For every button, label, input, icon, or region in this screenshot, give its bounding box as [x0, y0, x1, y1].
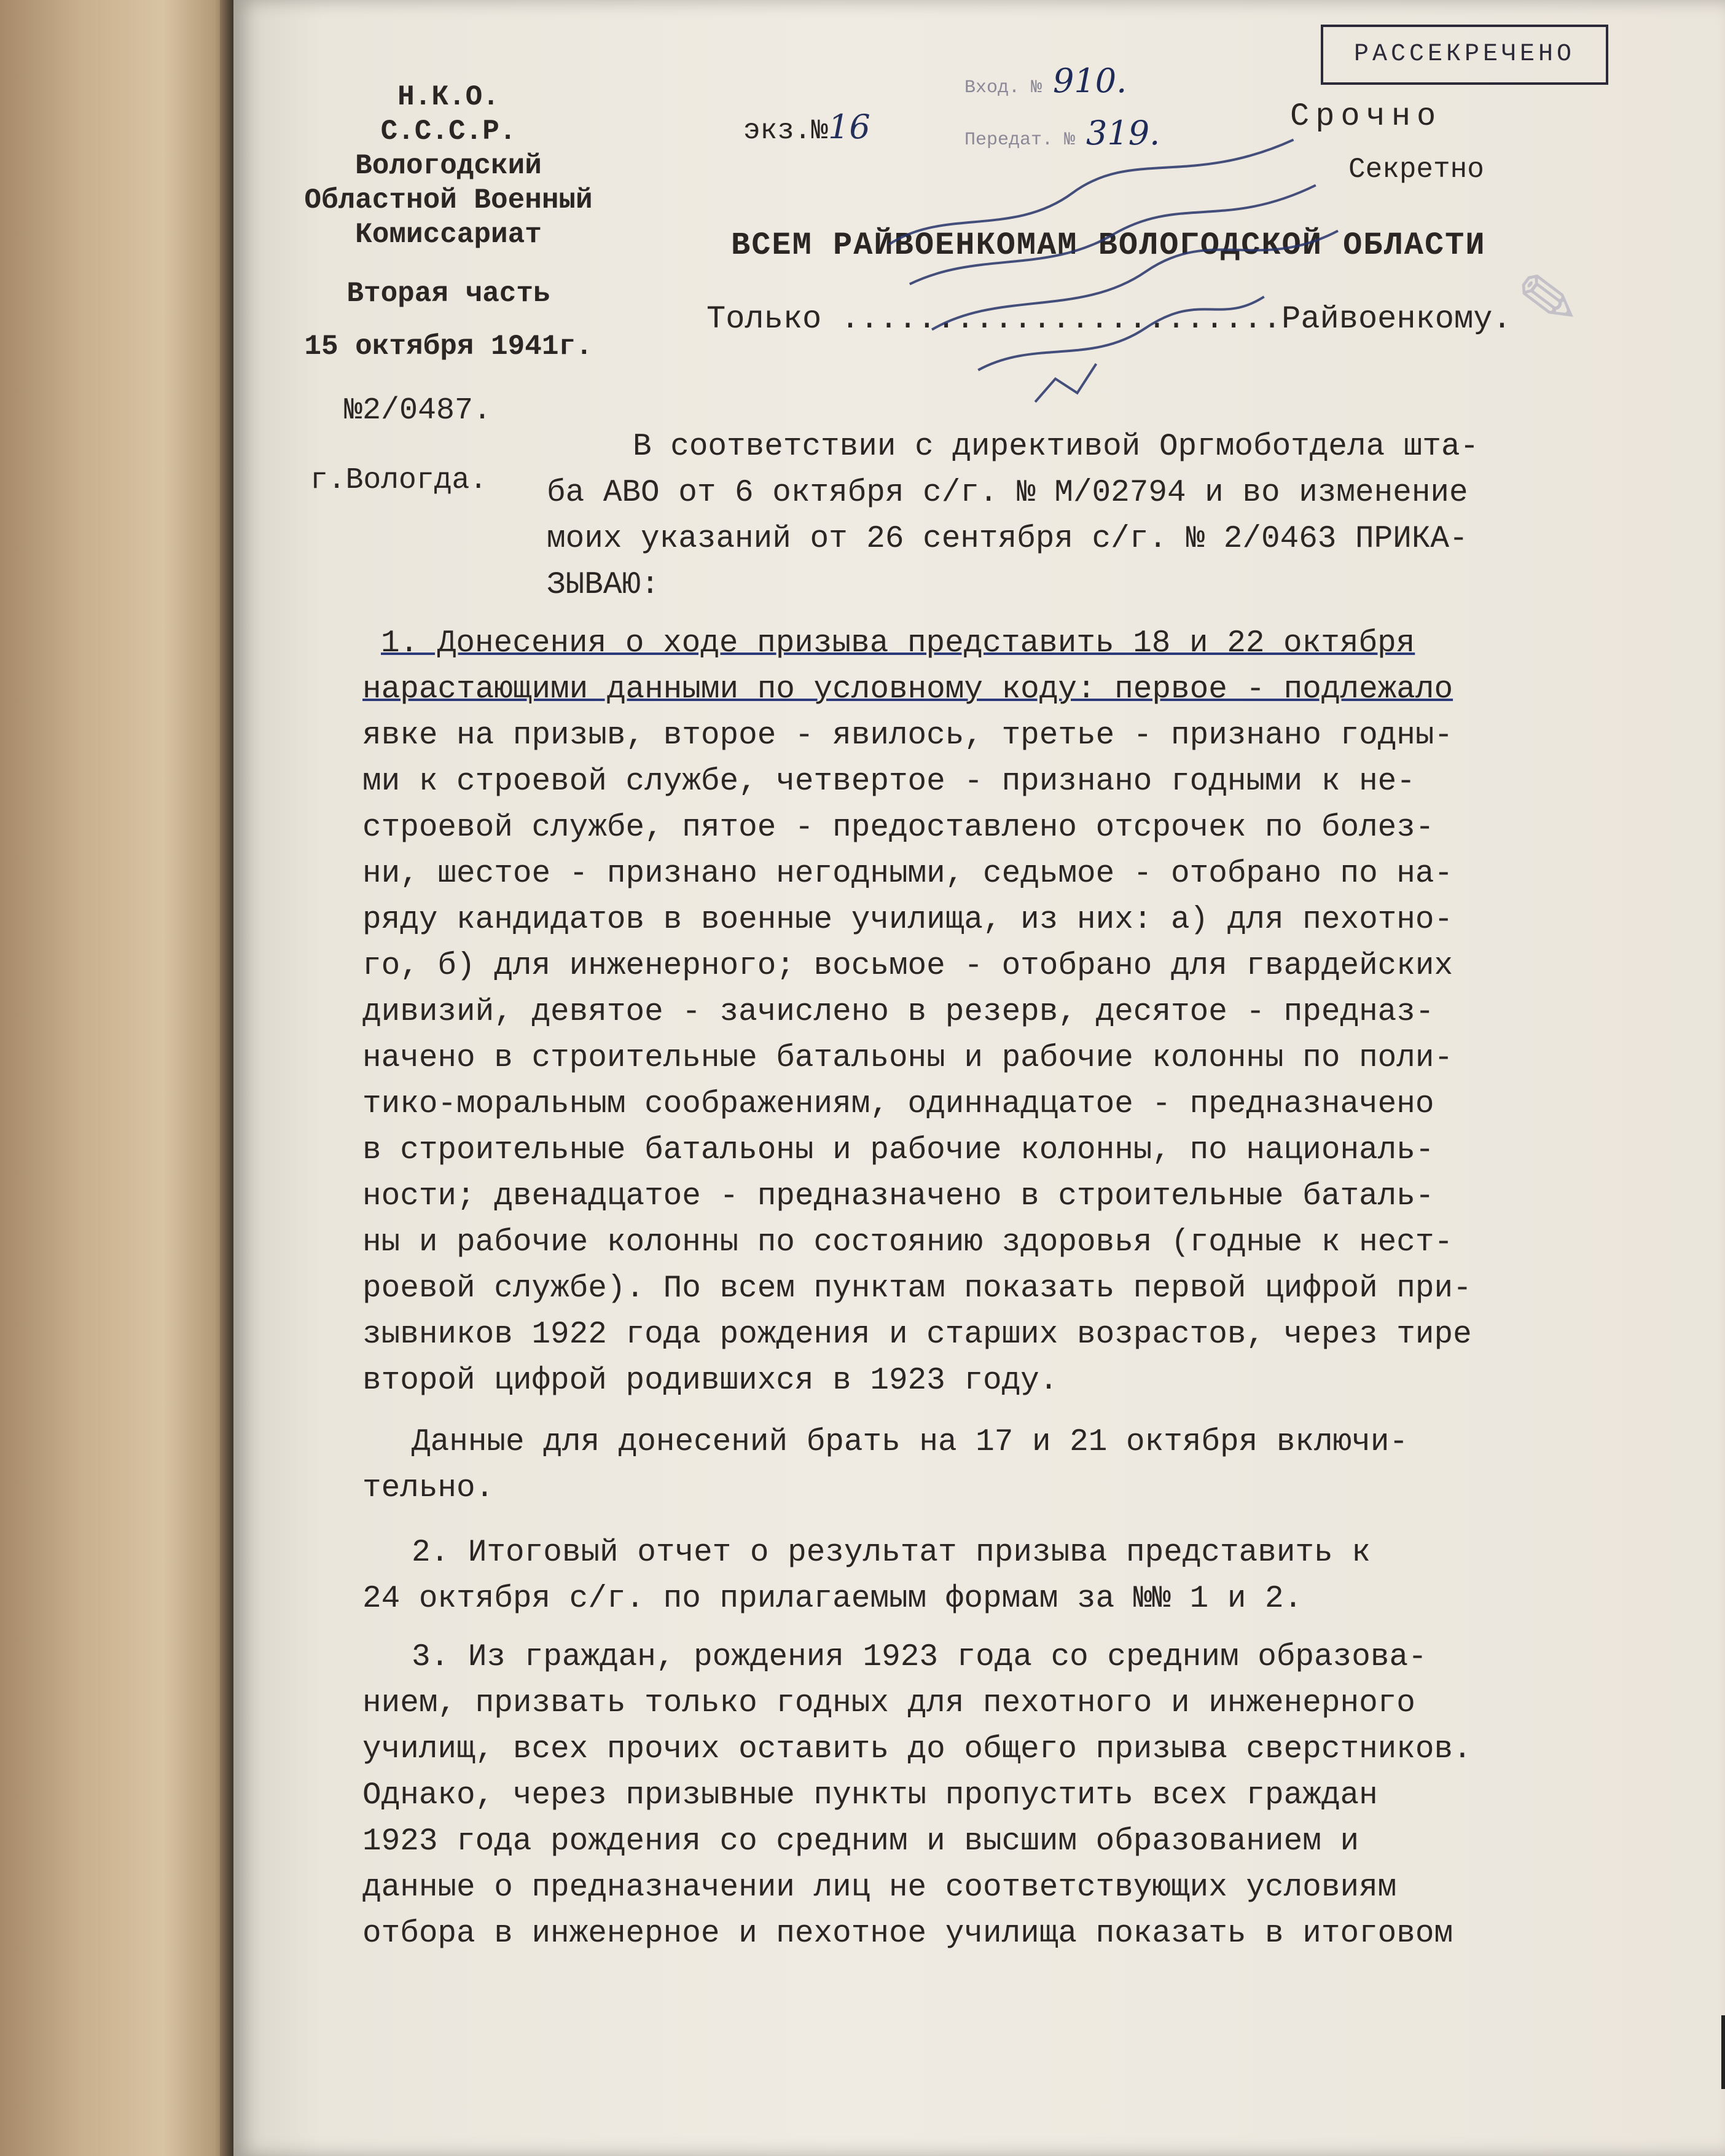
text-line: ни, шестое - признано негодными, седьмое - отобрано по на- — [362, 857, 1453, 892]
text-line: второй цифрой родившихся в 1923 году. — [362, 1363, 1058, 1398]
text-line: роевой службе). По всем пунктам показать первой цифрой при- — [362, 1271, 1472, 1306]
book-spine — [0, 0, 233, 2156]
text-line: моих указаний от 26 сентября с/г. № 2/0463 ПРИКА- — [547, 522, 1468, 557]
copy-number-value: 16 — [828, 108, 870, 146]
paragraph-2 — [362, 1530, 1597, 1622]
pencil-mark: ✎ — [1511, 254, 1585, 348]
text-line: Однако, через призывные пункты пропустить всех граждан — [362, 1778, 1378, 1813]
issuer-block — [258, 80, 639, 364]
issuer-line: Комиссариат — [355, 219, 542, 251]
text-line: 1923 года рождения со средним и высшим образованием и — [362, 1824, 1359, 1859]
incoming-label: Вход. № — [964, 77, 1042, 98]
intro-paragraph — [362, 424, 1597, 608]
paragraph-3 — [362, 1634, 1597, 1957]
spine-edge — [220, 0, 233, 2156]
text-line: ряду кандидатов в военные училища, из них: а) для пехотно- — [362, 903, 1453, 938]
text-line: начено в строительные батальоны и рабочие колонны по поли- — [362, 1041, 1453, 1076]
urgent-mark: Срочно — [1290, 98, 1442, 135]
copy-number-label: экз.№ — [743, 115, 829, 147]
text-line: тико-моральным соображениям, одиннадцатое - предназначено — [362, 1087, 1434, 1122]
incoming-number: 910. — [1053, 61, 1127, 100]
paragraph-1 — [362, 621, 1597, 1404]
text-line: 2. Итоговый отчет о результат призыва представить к — [412, 1535, 1371, 1570]
addressee-title: ВСЕМ РАЙВОЕНКОМАМ ВОЛОГОДСКОЙ ОБЛАСТИ — [731, 227, 1486, 264]
text-line: в строительные батальоны и рабочие колонны, по националь- — [362, 1133, 1434, 1168]
text-line: училищ, всех прочих оставить до общего призыва сверстников. — [362, 1732, 1472, 1767]
text-line: отбора в инженерное и пехотное училища показать в итоговом — [362, 1916, 1453, 1951]
copy-number — [743, 108, 870, 147]
text-line: ми к строевой службе, четвертое - признано годными к не- — [362, 764, 1415, 799]
transfer-label: Передат. № — [964, 130, 1076, 151]
text-line: го, б) для инженерного; восьмое - отобрано для гвардейских — [362, 949, 1453, 984]
text-line: дивизий, девятое - зачислено в резерв, десятое - предназ- — [362, 995, 1434, 1030]
text-line: В соответствии с директивой Оргмоботдела шта- — [633, 429, 1479, 465]
issuer-line: Н.К.О. — [397, 81, 499, 113]
text-line: ЗЫВАЮ: — [547, 568, 660, 603]
text-line: Данные для донесений брать на 17 и 21 октября включи- — [412, 1425, 1409, 1460]
page-edge-mark — [1721, 2015, 1725, 2089]
department: Вторая часть — [346, 278, 550, 310]
text-line: явке на призыв, второе - явилось, третье - признано годны- — [362, 718, 1453, 753]
text-line: тельно. — [362, 1471, 495, 1506]
incoming-stamp — [964, 58, 1160, 163]
paragraph-1-data-dates — [362, 1419, 1597, 1511]
declassified-stamp: РАССЕКРЕЧЕНО — [1321, 25, 1608, 85]
city: г.Вологда. — [310, 464, 488, 497]
issuer-line: Вологодский — [355, 150, 542, 182]
only-for-line: Только .......................Райвоенкому. — [706, 301, 1512, 337]
text-line: 1. Донесения о ходе призыва представить 18 и 22 октября — [381, 626, 1415, 661]
text-line: 3. Из граждан, рождения 1923 года со средним образова- — [412, 1640, 1427, 1675]
text-line: 24 октября с/г. по прилагаемым формам за №№ 1 и 2. — [362, 1582, 1303, 1617]
document-date: 15 октября 1941г. — [304, 331, 593, 363]
text-line: зывников 1922 года рождения и старших возрастов, через тире — [362, 1317, 1472, 1352]
secret-mark: Секретно — [1348, 154, 1484, 186]
text-line: ны и рабочие колонны по состоянию здоровья (годные к нест- — [362, 1225, 1453, 1260]
issuer-line: Областной Военный — [304, 184, 593, 216]
document-number: №2/0487. — [344, 393, 492, 428]
text-line: строевой службе, пятое - предоставлено отсрочек по болез- — [362, 810, 1434, 845]
transfer-number: 319. — [1086, 114, 1160, 152]
text-line: ности; двенадцатое - предназначено в строительные баталь- — [362, 1179, 1434, 1214]
issuer-line: С.С.С.Р. — [380, 116, 517, 147]
text-line: ба АВО от 6 октября с/г. № М/02794 и во изменение — [547, 476, 1468, 511]
text-line: нарастающими данными по условному коду: первое - подлежало — [362, 672, 1453, 707]
text-line: данные о предназначении лиц не соответствующих условиям — [362, 1870, 1397, 1905]
text-line: нием, призвать только годных для пехотного и инженерного — [362, 1686, 1415, 1721]
